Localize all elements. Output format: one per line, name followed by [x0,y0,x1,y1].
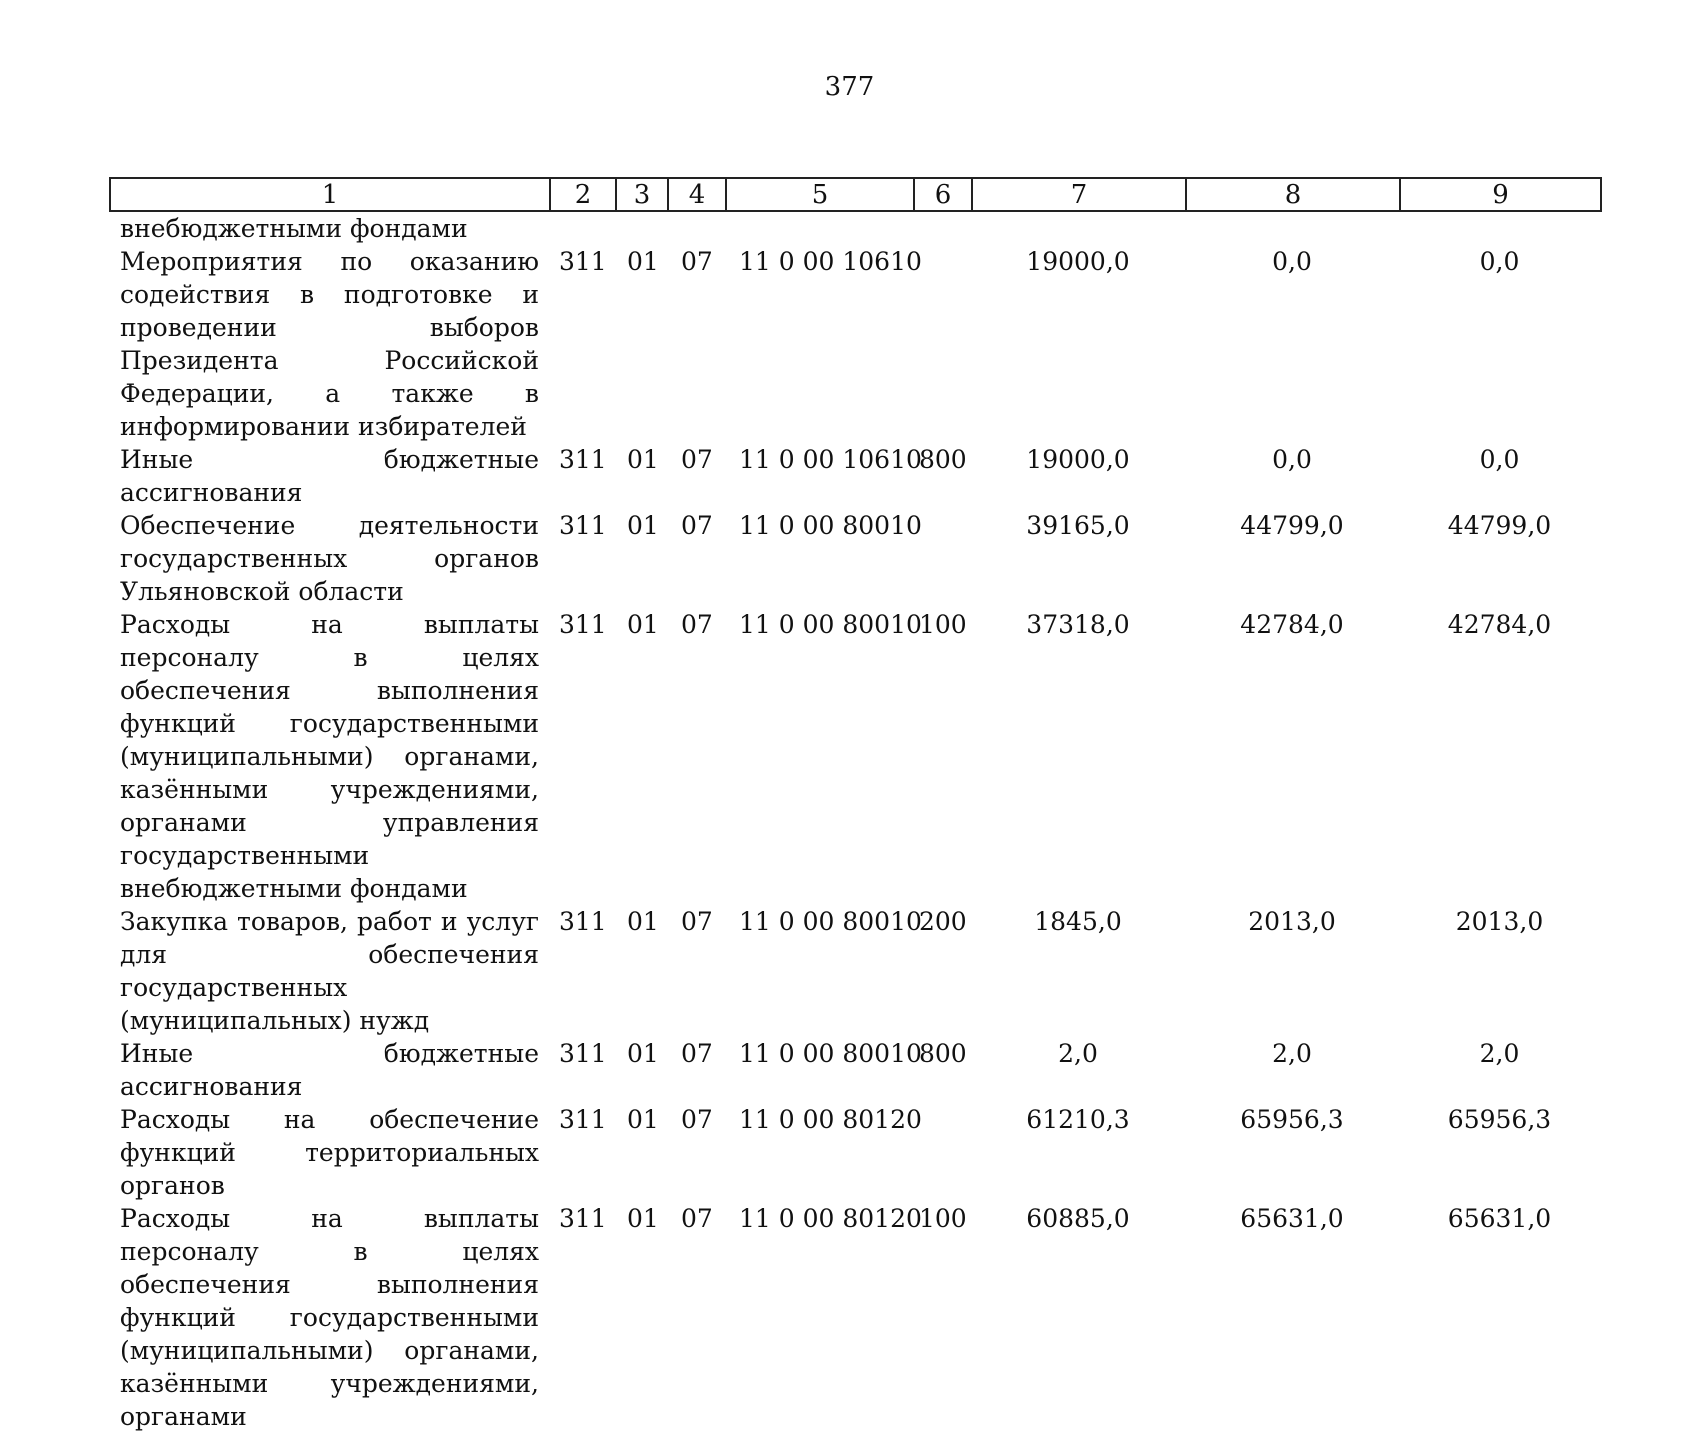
amount-cell: 42784,0 [1240,610,1344,639]
section-cell: 01 [627,511,659,540]
amount-cell: 2,0 [1058,1039,1098,1068]
amount-cell: 60885,0 [1026,1204,1130,1233]
amount-cell: 65956,3 [1447,1105,1552,1134]
expense-type-cell: 800 [919,1039,967,1068]
column-header: 7 [972,178,1186,211]
column-header: 2 [550,178,616,211]
target-article-cell: 11 0 00 80010 [739,610,922,639]
column-header-table [109,177,1602,212]
amount-cell: 65631,0 [1447,1204,1552,1233]
amount-cell [1399,212,1600,245]
amount-cell: 42784,0 [1447,610,1552,639]
row-name-cell: Иные бюджетные ассигнования [120,1039,539,1101]
code-cell: 311 [559,1105,607,1134]
section-cell: 01 [627,1204,659,1233]
subsection-cell: 07 [681,511,713,540]
column-header: 4 [668,178,726,211]
target-article-cell: 11 0 00 80120 [739,1204,922,1233]
amount-cell [971,212,1185,245]
row-name-cell: внебюджетными фондами [120,214,468,243]
amount-cell: 19000,0 [1026,445,1130,474]
target-article-cell: 11 0 00 80010 [739,907,922,936]
amount-cell: 2013,0 [1455,907,1544,936]
target-article-cell: 11 0 00 80010 [739,511,922,540]
target-article-cell [725,212,913,245]
table-row [109,905,1600,1037]
column-header: 5 [726,178,914,211]
table-row [109,509,1600,608]
amount-cell: 0,0 [1272,445,1312,474]
row-name-cell: Иные бюджетные ассигнования [120,445,539,507]
section-cell: 01 [627,1039,659,1068]
row-name-cell: Расходы на выплаты персоналу в целях обеспечения выполнения функций государственными (муниципальными) органами, казёнными учреждениями, органами управления государственными внебюджетными фондами [120,610,539,903]
table-row [109,608,1600,905]
column-header-row [110,178,1601,211]
subsection-cell: 07 [681,1204,713,1233]
amount-cell: 2,0 [1479,1039,1520,1068]
target-article-cell: 11 0 00 10610 [739,445,922,474]
code-cell: 311 [559,610,607,639]
target-article-cell: 11 0 00 80010 [739,1039,922,1068]
column-header: 3 [616,178,668,211]
table-row [109,212,1600,245]
amount-cell: 61210,3 [1026,1105,1130,1134]
amount-cell: 44799,0 [1240,511,1344,540]
amount-cell: 65956,3 [1240,1105,1344,1134]
amount-cell: 65631,0 [1240,1204,1344,1233]
subsection-cell [667,212,725,245]
table-row [109,1037,1600,1103]
amount-cell: 1845,0 [1034,907,1122,936]
section-cell: 01 [627,445,659,474]
code-cell [549,212,615,245]
code-cell: 311 [559,1204,607,1233]
section-cell: 01 [627,610,659,639]
amount-cell: 2,0 [1272,1039,1312,1068]
code-cell: 311 [559,247,607,276]
column-header: 1 [110,178,550,211]
row-name-cell: Мероприятия по оказанию содействия в подготовке и проведении выборов Президента Российской Федерации, а также в информировании избирателей [120,247,539,441]
code-cell: 311 [559,1039,607,1068]
table-body [109,212,1600,1433]
expense-type-cell: 100 [919,1204,967,1233]
subsection-cell: 07 [681,1039,713,1068]
subsection-cell: 07 [681,907,713,936]
row-name-cell: Расходы на выплаты персоналу в целях обеспечения выполнения функций государственными (муниципальными) органами, казёнными учреждениями, органами [120,1204,539,1431]
code-cell: 311 [559,907,607,936]
amount-cell: 39165,0 [1026,511,1130,540]
section-cell: 01 [627,247,659,276]
subsection-cell: 07 [681,1105,713,1134]
column-header: 6 [914,178,972,211]
section-cell: 01 [627,907,659,936]
amount-cell [1185,212,1399,245]
table-row [109,1202,1600,1433]
expense-type-cell: 800 [919,445,967,474]
amount-cell: 0,0 [1479,247,1520,276]
expense-type-cell: 200 [919,907,967,936]
code-cell: 311 [559,445,607,474]
table-row [109,245,1600,443]
section-cell [615,212,667,245]
section-cell: 01 [627,1105,659,1134]
subsection-cell: 07 [681,247,713,276]
amount-cell: 0,0 [1479,445,1520,474]
row-name-cell: Обеспечение деятельности государственных органов Ульяновской области [120,511,539,606]
table-row [109,1103,1600,1202]
row-name-cell: Расходы на обеспечение функций территориальных органов [120,1105,539,1200]
expense-type-cell: 100 [919,610,967,639]
amount-cell: 19000,0 [1026,247,1130,276]
column-header: 9 [1400,178,1601,211]
budget-table [109,212,1600,1433]
subsection-cell: 07 [681,610,713,639]
amount-cell: 0,0 [1272,247,1312,276]
code-cell: 311 [559,511,607,540]
table-row [109,443,1600,509]
row-name-cell: Закупка товаров, работ и услуг для обеспечения государственных (муниципальных) нужд [120,907,539,1035]
amount-cell: 44799,0 [1447,511,1552,540]
subsection-cell: 07 [681,445,713,474]
amount-cell: 2013,0 [1248,907,1336,936]
page-number: 377 [824,72,875,102]
expense-type-cell [913,212,971,245]
target-article-cell: 11 0 00 80120 [739,1105,922,1134]
target-article-cell: 11 0 00 10610 [739,247,922,276]
amount-cell: 37318,0 [1026,610,1130,639]
column-header: 8 [1186,178,1400,211]
